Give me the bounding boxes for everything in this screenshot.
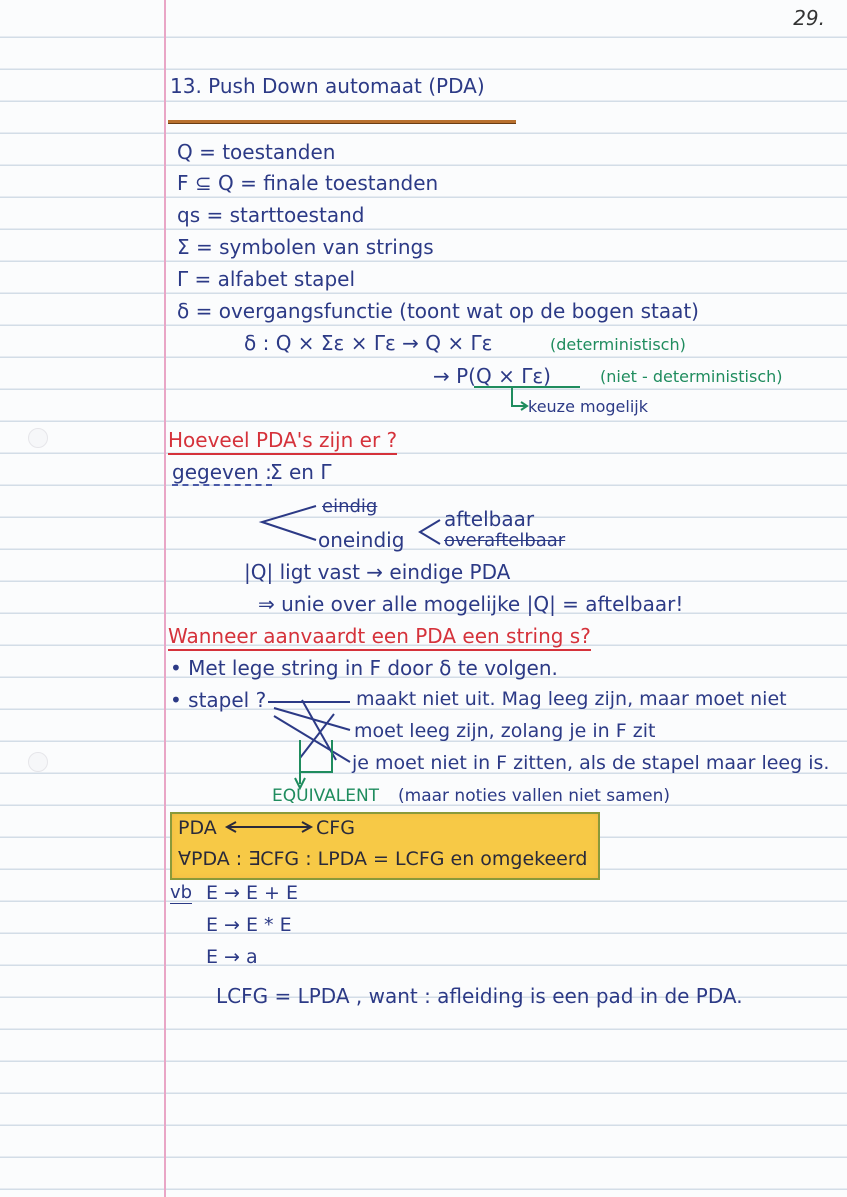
example-label-text: vb xyxy=(170,882,193,903)
language-equality: LCFG = LPDA , want : afleiding is een pad in de PDA. xyxy=(216,984,743,1008)
question-how-many-pdas-text: Hoeveel PDA's zijn er ? xyxy=(168,428,397,455)
equivalent-cross-1 xyxy=(302,700,336,760)
delta-powerset: → P(Q × Γε) xyxy=(433,364,551,388)
definition-states: Q = toestanden xyxy=(177,140,336,164)
given-label-text: gegeven : xyxy=(172,460,272,484)
stack-option-2: moet leeg zijn, zolang je in F zit xyxy=(354,720,656,742)
bullet-stack: • stapel ? xyxy=(170,688,267,712)
infinite-label: oneindig xyxy=(318,528,405,552)
given-value: Σ en Γ xyxy=(270,460,332,484)
deterministic-note: (deterministisch) xyxy=(550,335,686,354)
nondeterministic-note: (niet - deterministisch) xyxy=(600,367,783,386)
box-cfg-label: CFG xyxy=(316,817,355,839)
equivalent-label: EQUIVALENT xyxy=(272,786,380,806)
box-equivalence-statement: ∀PDA : ∃CFG : LPDA = LCFG en omgekeerd xyxy=(178,848,588,870)
equivalent-note: (maar noties vallen niet samen) xyxy=(398,786,670,806)
grammar-rule-2: E → E * E xyxy=(206,914,292,936)
stack-option-3: je moet niet in F zitten, als de stapel maar leeg is. xyxy=(352,752,830,774)
definition-symbols: Σ = symbolen van strings xyxy=(177,235,434,259)
countable-brace xyxy=(420,520,440,544)
union-conclusion: ⇒ unie over alle mogelijke |Q| = aftelbaar! xyxy=(258,592,684,616)
definition-final-states: F ⊆ Q = finale toestanden xyxy=(177,171,439,195)
finite-struck: eindig xyxy=(322,496,378,517)
page-title: 13. Push Down automaat (PDA) xyxy=(170,74,485,98)
choice-note: keuze mogelijk xyxy=(528,397,648,416)
question-when-accepts-text: Wanneer aanvaardt een PDA een string s? xyxy=(168,624,591,651)
page-number: 29. xyxy=(793,6,825,30)
equivalent-bracket xyxy=(300,740,332,784)
stack-option-line-3 xyxy=(274,716,350,762)
countable-label: aftelbaar xyxy=(444,507,535,531)
definition-stack-alphabet: Γ = alfabet stapel xyxy=(177,267,355,291)
fixed-states-line: |Q| ligt vast → eindige PDA xyxy=(244,560,511,584)
definition-transition-function: δ = overgangsfunctie (toont wat op de bogen staat) xyxy=(177,299,699,323)
stack-option-1: maakt niet uit. Mag leeg zijn, maar moet niet xyxy=(356,688,787,710)
definition-start-state: qs = starttoestand xyxy=(177,203,365,227)
grammar-rule-3: E → a xyxy=(206,946,258,968)
bullet-empty-string: • Met lege string in F door δ te volgen. xyxy=(170,656,558,680)
finite-infinite-brace xyxy=(262,506,316,540)
grammar-rule-1: E → E + E xyxy=(206,882,299,904)
delta-signature: δ : Q × Σε × Γε → Q × Γε xyxy=(244,331,493,355)
box-pda-label: PDA xyxy=(178,817,217,839)
uncountable-struck: overaftelbaar xyxy=(444,530,566,551)
